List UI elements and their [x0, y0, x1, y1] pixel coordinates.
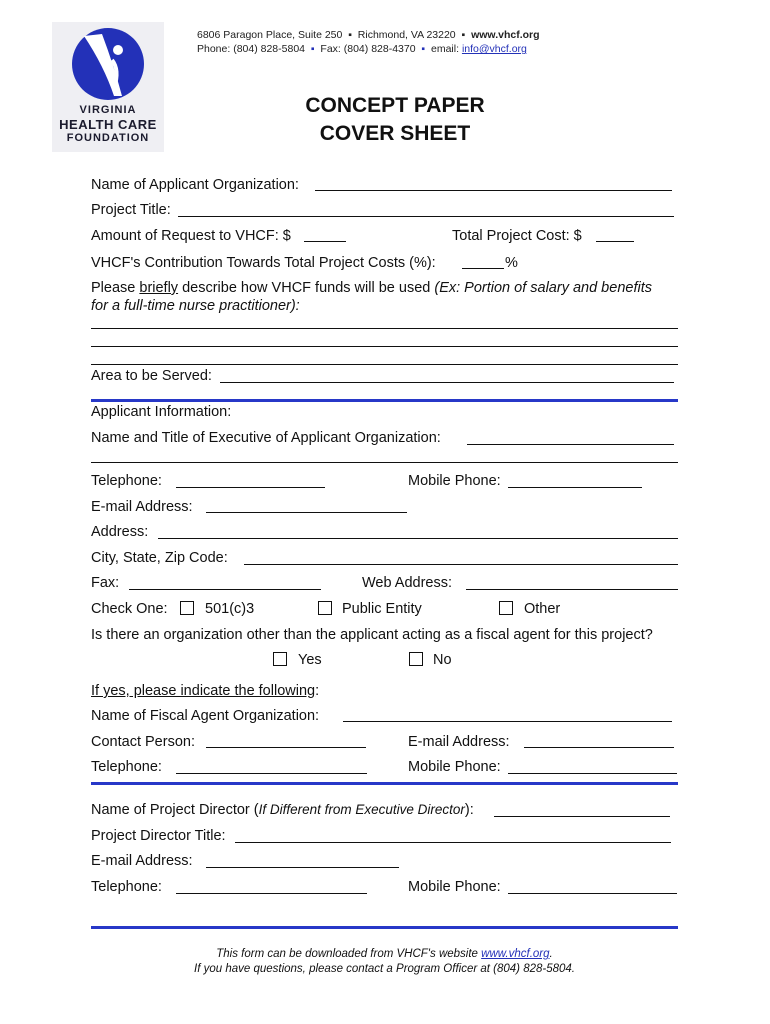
director-post: ): — [464, 802, 474, 818]
mobile-phone-label: Mobile Phone: — [408, 473, 501, 489]
fiscal-telephone-label: Telephone: — [91, 759, 162, 775]
percent-sign: % — [505, 255, 518, 271]
fiscal-mobile-label: Mobile Phone: — [408, 759, 501, 775]
exec-name-label: Name and Title of Executive of Applicant Organization: — [91, 430, 441, 446]
org-phone: Phone: (804) 828-5804 — [197, 43, 305, 55]
section-divider-1 — [91, 399, 678, 402]
director-telephone-label: Telephone: — [91, 879, 162, 895]
checkbox-public-entity[interactable] — [318, 601, 332, 615]
director-title-field[interactable] — [235, 842, 671, 843]
contact-line-1 — [197, 29, 540, 41]
page-title-line-2: COVER SHEET — [319, 122, 471, 145]
logo-line-2: HEALTH CARE — [59, 117, 157, 132]
address-field[interactable] — [158, 538, 678, 539]
director-email-field[interactable] — [206, 867, 399, 868]
director-email-label: E-mail Address: — [91, 853, 193, 869]
bullet: ▪ — [421, 43, 426, 55]
project-title-label: Project Title: — [91, 202, 171, 218]
if-yes-heading — [91, 683, 319, 699]
applicant-org-label: Name of Applicant Organization: — [91, 177, 299, 193]
fiscal-org-label: Name of Fiscal Agent Organization: — [91, 708, 320, 724]
contribution-field[interactable] — [462, 268, 504, 269]
city-state-zip-label: City, State, Zip Code: — [91, 550, 228, 566]
director-telephone-field[interactable] — [176, 893, 367, 894]
contact-line-2 — [197, 43, 527, 55]
fiscal-mobile-field[interactable] — [508, 773, 677, 774]
director-title-label: Project Director Title: — [91, 828, 226, 844]
footer-line-2: If you have questions, please contact a Program Officer at (804) 828-5804. — [194, 963, 575, 975]
web-address-field[interactable] — [466, 589, 678, 590]
bullet: ▪ — [310, 43, 315, 55]
describe-prompt-line-1 — [91, 280, 652, 296]
fiscal-org-field[interactable] — [343, 721, 672, 722]
if-yes-colon: : — [315, 683, 320, 699]
describe-pre: Please — [91, 280, 140, 296]
fax-label: Fax: — [91, 575, 120, 591]
checkbox-yes[interactable] — [273, 652, 287, 666]
total-cost-field[interactable] — [596, 241, 634, 242]
applicant-org-field[interactable] — [315, 190, 672, 191]
bullet: ▪ — [348, 29, 352, 41]
director-mobile-field[interactable] — [508, 893, 677, 894]
amount-request-label: Amount of Request to VHCF: $ — [91, 228, 291, 244]
footer-website-link[interactable]: www.vhcf.org — [481, 948, 550, 960]
opt-public-label: Public Entity — [342, 601, 422, 617]
org-website[interactable]: www.vhcf.org — [471, 29, 540, 41]
contribution-label: VHCF's Contribution Towards Total Project Costs (%): — [91, 255, 436, 271]
org-address: 6806 Paragon Place, Suite 250 — [197, 29, 343, 41]
total-cost-label: Total Project Cost: $ — [452, 228, 582, 244]
describe-example-1: (Ex: Portion of salary and benefits — [434, 280, 652, 296]
area-served-label: Area to be Served: — [91, 368, 212, 384]
describe-briefly: briefly — [139, 280, 179, 296]
director-italic: If Different from Executive Director — [258, 802, 465, 817]
logo-line-3: FOUNDATION — [66, 132, 150, 144]
amount-request-field[interactable] — [304, 241, 346, 242]
checkbox-501c3[interactable] — [180, 601, 194, 615]
checkbox-no[interactable] — [409, 652, 423, 666]
opt-501c3-label: 501(c)3 — [205, 601, 255, 617]
describe-field-line-3[interactable] — [91, 364, 678, 365]
mobile-phone-field[interactable] — [508, 487, 642, 488]
logo-line-1: VIRGINIA — [79, 104, 137, 116]
org-city: Richmond, VA 23220 — [357, 29, 456, 41]
email-field[interactable] — [206, 512, 407, 513]
exec-name-field-2[interactable] — [91, 462, 678, 463]
checkbox-other[interactable] — [499, 601, 513, 615]
if-yes-text: If yes, please indicate the following — [91, 683, 316, 699]
no-label: No — [433, 652, 452, 668]
telephone-label: Telephone: — [91, 473, 162, 489]
describe-field-line-2[interactable] — [91, 346, 678, 347]
applicant-info-heading: Applicant Information: — [91, 404, 232, 420]
footer-line1-pre: This form can be downloaded from VHCF's website — [216, 948, 482, 960]
section-divider-2 — [91, 782, 678, 785]
opt-other-label: Other — [524, 601, 561, 617]
email-label: E-mail Address: — [91, 499, 193, 515]
describe-post: describe how VHCF funds will be used — [178, 280, 435, 296]
describe-example-2: for a full-time nurse practitioner): — [91, 298, 300, 314]
check-one-label: Check One: — [91, 601, 168, 617]
telephone-field[interactable] — [176, 487, 325, 488]
org-email-link[interactable]: info@vhcf.org — [461, 43, 527, 55]
footer-line1-post: . — [549, 948, 553, 960]
address-label: Address: — [91, 524, 149, 540]
area-served-field[interactable] — [220, 382, 674, 383]
org-email-label: email: — [431, 43, 460, 55]
footer-line-1 — [91, 948, 678, 960]
director-pre: Name of Project Director ( — [91, 802, 259, 818]
page-title-line-1: CONCEPT PAPER — [305, 94, 485, 117]
contact-person-label: Contact Person: — [91, 734, 195, 750]
bullet: ▪ — [461, 29, 466, 41]
contact-person-field[interactable] — [206, 747, 366, 748]
yes-label: Yes — [298, 652, 322, 668]
project-title-field[interactable] — [178, 216, 674, 217]
web-address-label: Web Address: — [362, 575, 453, 591]
exec-name-field[interactable] — [467, 444, 674, 445]
vhcf-logo-icon — [62, 26, 154, 102]
section-divider-3 — [91, 926, 678, 929]
fax-field[interactable] — [129, 589, 321, 590]
director-mobile-label: Mobile Phone: — [408, 879, 501, 895]
fiscal-email-label: E-mail Address: — [408, 734, 510, 750]
city-state-zip-field[interactable] — [244, 564, 678, 565]
fiscal-telephone-field[interactable] — [176, 773, 367, 774]
fiscal-email-field[interactable] — [524, 747, 674, 748]
describe-field-line-1[interactable] — [91, 328, 678, 329]
fiscal-question: Is there an organization other than the applicant acting as a fiscal agent for this project? — [91, 627, 653, 643]
org-fax: Fax: (804) 828-4370 — [320, 43, 416, 55]
project-director-field[interactable] — [494, 816, 670, 817]
project-director-label — [91, 802, 474, 818]
